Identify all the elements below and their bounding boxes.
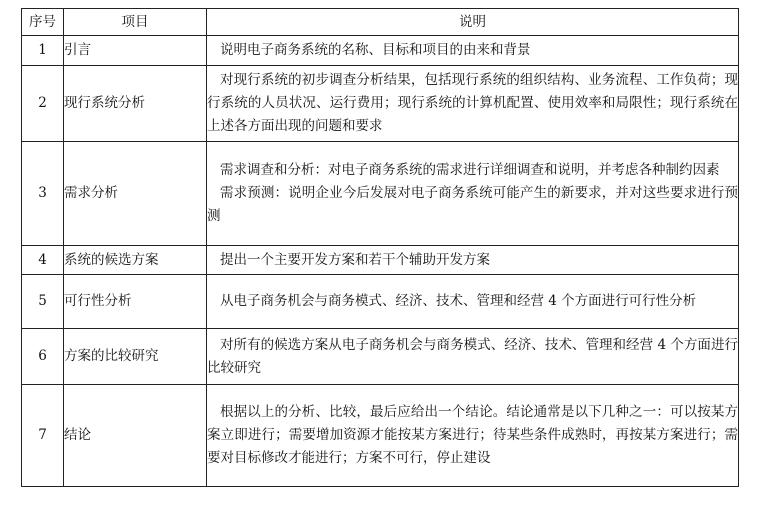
description-paragraph: 需求预测：说明企业今后发展对电子商务系统可能产生的新要求，并对这些要求进行预测 bbox=[207, 185, 738, 224]
row-description bbox=[207, 246, 739, 275]
row-item: 需求分析 bbox=[64, 142, 207, 246]
row-description bbox=[207, 36, 739, 66]
description-paragraph: 说明电子商务系统的名称、目标和项目的由来和背景 bbox=[220, 42, 531, 58]
row-item: 可行性分析 bbox=[64, 275, 207, 329]
table-header bbox=[22, 9, 739, 36]
row-number: 4 bbox=[22, 246, 64, 275]
row-description bbox=[207, 66, 739, 142]
table-row bbox=[22, 36, 739, 66]
content-table bbox=[21, 8, 739, 487]
row-description bbox=[207, 275, 739, 329]
table-row bbox=[22, 275, 739, 329]
row-number: 5 bbox=[22, 275, 64, 329]
table-row bbox=[22, 246, 739, 275]
row-item: 方案的比较研究 bbox=[64, 329, 207, 385]
table-row bbox=[22, 385, 739, 487]
description-paragraph: 根据以上的分析、比较，最后应给出一个结论。结论通常是以下几种之一：可以按某方案立即进行；需要增加资源才能按某方案进行；待某些条件成熟时，再按某方案进行；需要对目标修改才能进行；方案不可行，停止建设 bbox=[207, 404, 738, 466]
description-paragraph: 从电子商务机会与商务模式、经济、技术、管理和经营 4 个方面进行可行性分析 bbox=[220, 293, 697, 309]
row-description bbox=[207, 142, 739, 246]
row-number: 2 bbox=[22, 66, 64, 142]
header-row bbox=[22, 9, 739, 36]
table-row bbox=[22, 329, 739, 385]
row-item: 系统的候选方案 bbox=[64, 246, 207, 275]
description-paragraph: 对现行系统的初步调查分析结果，包括现行系统的组织结构、业务流程、工作负荷；现行系统的人员状况、运行费用；现行系统的计算机配置、使用效率和局限性；现行系统在上述各方面出现的问题和要求 bbox=[207, 72, 738, 134]
row-item: 现行系统分析 bbox=[64, 66, 207, 142]
description-paragraph: 需求调查和分析：对电子商务系统的需求进行详细调查和说明，并考虑各种制约因素 bbox=[220, 162, 720, 178]
table-row bbox=[22, 66, 739, 142]
header-item: 项目 bbox=[64, 9, 207, 36]
header-no: 序号 bbox=[22, 9, 64, 36]
row-item: 结论 bbox=[64, 385, 207, 487]
row-number: 7 bbox=[22, 385, 64, 487]
row-description bbox=[207, 329, 739, 385]
table-row bbox=[22, 142, 739, 246]
row-number: 6 bbox=[22, 329, 64, 385]
row-number: 3 bbox=[22, 142, 64, 246]
header-desc: 说明 bbox=[207, 9, 739, 36]
row-item: 引言 bbox=[64, 36, 207, 66]
table-body bbox=[22, 36, 739, 487]
description-paragraph: 对所有的候选方案从电子商务机会与商务模式、经济、技术、管理和经营 4 个方面进行比较研究 bbox=[207, 336, 738, 376]
description-paragraph: 提出一个主要开发方案和若干个辅助开发方案 bbox=[220, 251, 490, 268]
row-number: 1 bbox=[22, 36, 64, 66]
row-description bbox=[207, 385, 739, 487]
